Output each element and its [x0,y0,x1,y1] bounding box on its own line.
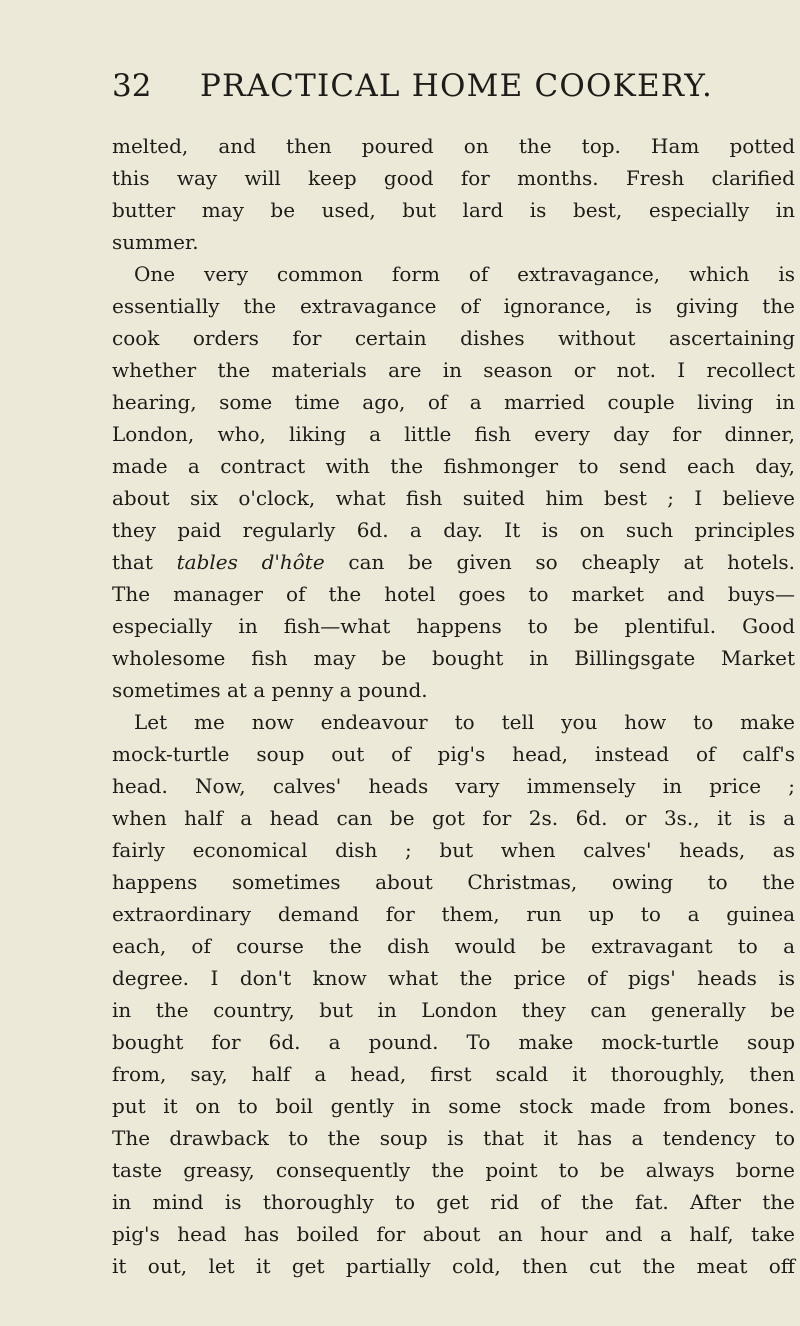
text-line: made a contract with the fishmonger to send each day, [112,454,795,478]
text-line: hearing, some time ago, of a married couple living in [112,390,795,414]
text-line: especially in fish—what happens to be plentiful. Good [112,614,795,638]
text-line: cook orders for certain dishes without ascertaining [112,326,795,350]
text-line: summer. [112,230,199,254]
text-line: butter may be used, but lard is best, especially in [112,198,795,222]
text-line: this way will keep good for months. Fresh clarified [112,166,795,190]
text-line: degree. I don't know what the price of pigs' heads is [112,966,795,990]
text-line [112,546,795,578]
text-line: happens sometimes about Christmas, owing to the [112,870,795,894]
text-line: head. Now, calves' heads vary immensely in price ; [112,774,795,798]
body-text [112,130,795,1282]
text-line: in mind is thoroughly to get rid of the fat. After the [112,1190,795,1214]
text-line: fairly economical dish ; but when calves' heads, as [112,838,795,862]
text-line: about six o'clock, what fish suited him best ; I believe [112,486,795,510]
text-line: The manager of the hotel goes to market and buys— [112,582,795,606]
text-line: from, say, half a head, first scald it thoroughly, then [112,1062,795,1086]
text-line: bought for 6d. a pound. To make mock-turtle soup [112,1030,795,1054]
page-title: PRACTICAL HOME COOKERY. [200,68,714,104]
text-line: it out, let it get partially cold, then cut the meat off [112,1254,795,1278]
text-line: when half a head can be got for 2s. 6d. or 3s., it is a [112,806,795,830]
text-line: extraordinary demand for them, run up to a guinea [112,902,795,926]
text-line: in the country, but in London they can generally be [112,998,795,1022]
text-line: melted, and then poured on the top. Ham potted [112,134,795,158]
text-line: sometimes at a penny a pound. [112,678,428,702]
text-line: essentially the extravagance of ignorance, is giving the [112,294,795,318]
text-segment: that [112,550,177,574]
italic-phrase: tables d'hôte [176,550,325,574]
page-number: 32 [112,68,152,104]
text-line: each, of course the dish would be extravagant to a [112,934,795,958]
text-segment: can be given so cheaply at hotels. [324,550,795,574]
text-line: whether the materials are in season or not. I recollect [112,358,795,382]
text-line: mock-turtle soup out of pig's head, instead of calf's [112,742,795,766]
text-line: put it on to boil gently in some stock made from bones. [112,1094,795,1118]
text-line: One very common form of extravagance, which is [134,262,795,286]
text-line: The drawback to the soup is that it has a tendency to [112,1126,795,1150]
text-line: taste greasy, consequently the point to be always borne [112,1158,795,1182]
text-line: London, who, liking a little fish every day for dinner, [112,422,795,446]
text-line: wholesome fish may be bought in Billingsgate Market [112,646,795,670]
running-head [112,66,792,116]
text-line: Let me now endeavour to tell you how to make [134,710,795,734]
text-line: they paid regularly 6d. a day. It is on such principles [112,518,795,542]
text-line: pig's head has boiled for about an hour and a half, take [112,1222,795,1246]
